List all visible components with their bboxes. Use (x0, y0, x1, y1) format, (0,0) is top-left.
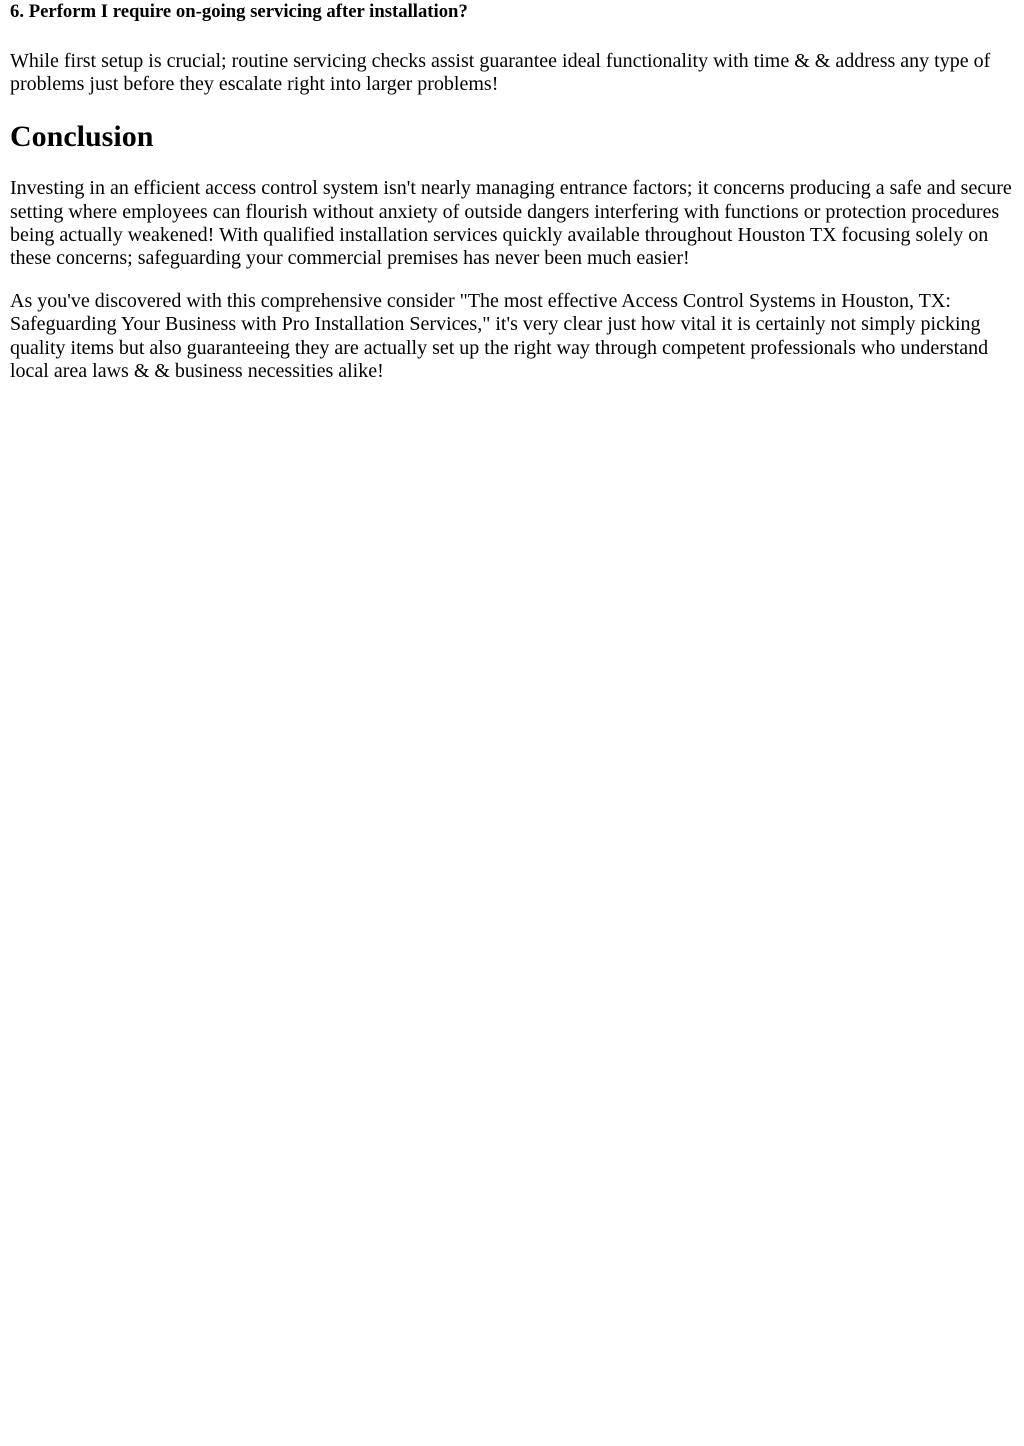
conclusion-heading: Conclusion (10, 120, 154, 154)
faq-question-heading: 6. Perform I require on-going servicing after installation? (10, 1, 468, 22)
document-page (0, 0, 1024, 383)
faq-answer-paragraph: While first setup is crucial; routine servicing checks assist guarantee ideal functionality with time & & address any type of problems just before they escalate right into larger problems! (10, 50, 991, 96)
conclusion-paragraph-1: Investing in an efficient access control system isn't nearly managing entrance factors; it concerns producing a safe and secure setting where employees can flourish without anxiety of outside dangers interfering with functions or protection procedures being actually weakened! With qualified installation services quickly available throughout Houston TX focusing solely on these concerns; safeguarding your commercial premises has never been much easier! (10, 177, 1012, 270)
conclusion-paragraph-2: As you've discovered with this comprehensive consider "The most effective Access Control Systems in Houston, TX: Safeguarding Your Business with Pro Installation Services," it's very clear just how vital it is certainly not simply picking quality items but also guaranteeing they are actually set up the right way through competent professionals who understand local area laws & & business necessities alike! (10, 290, 989, 382)
